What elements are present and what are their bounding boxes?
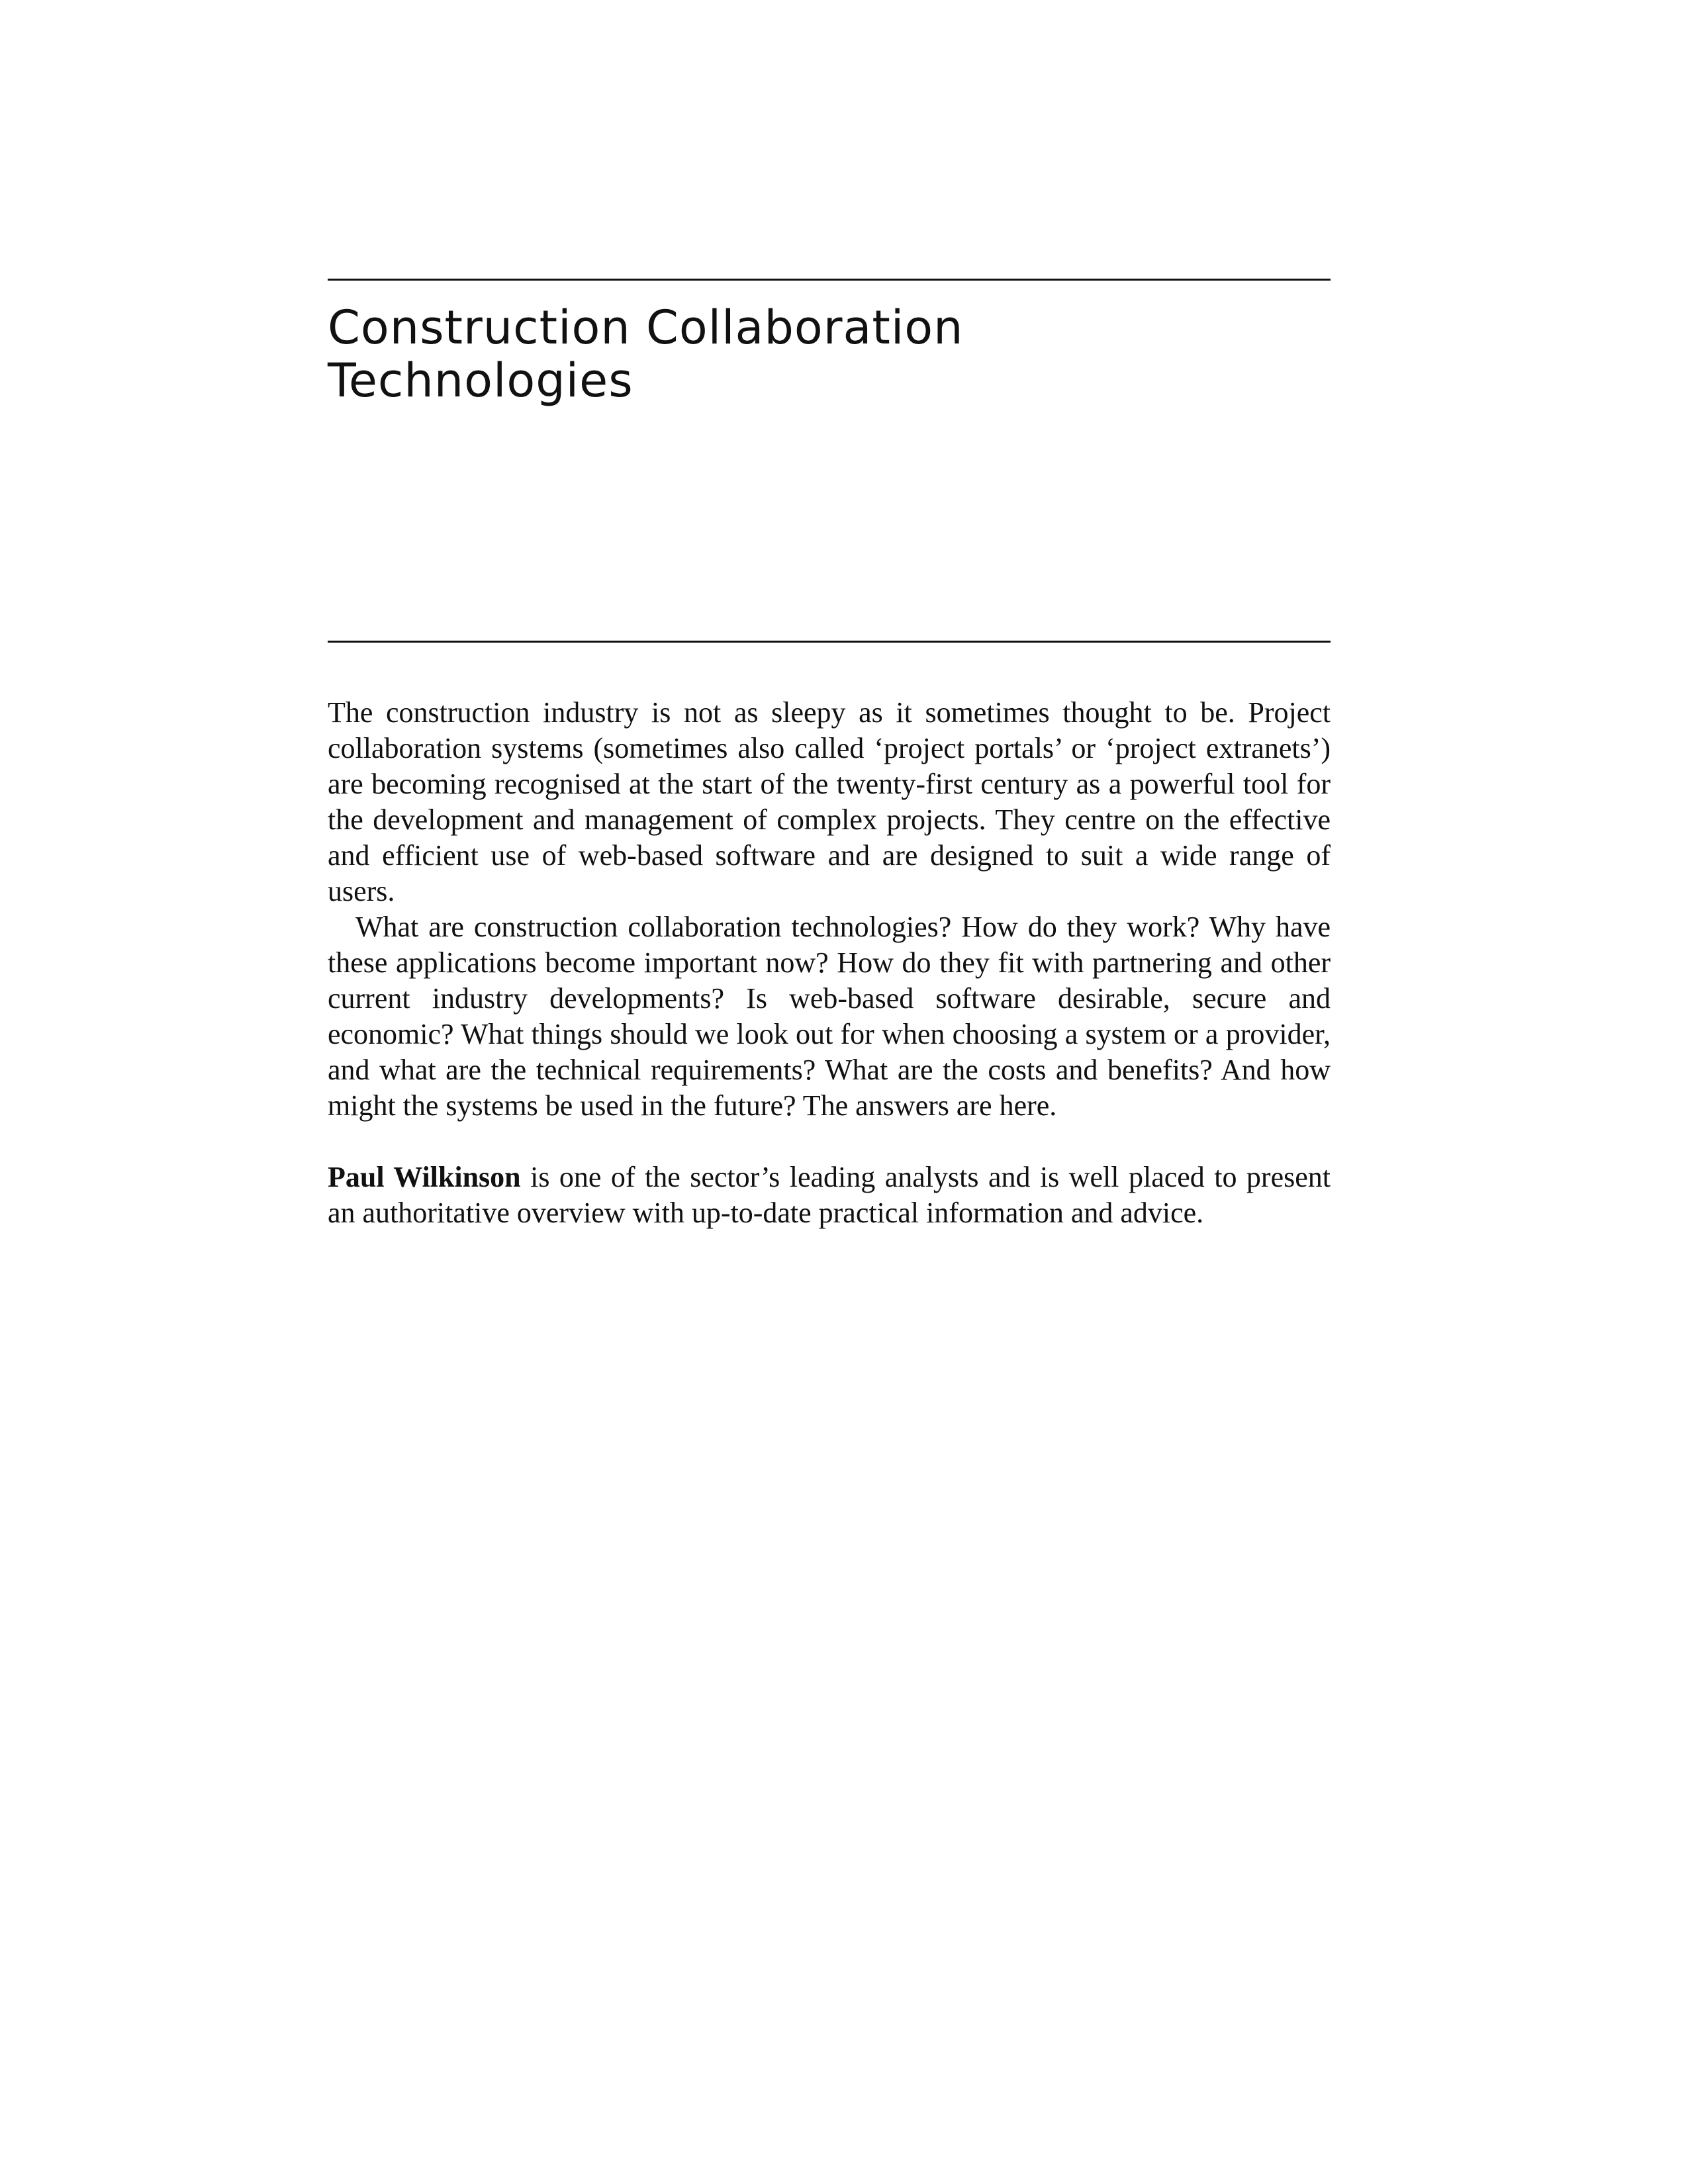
description-text xyxy=(328,695,1331,1231)
paragraph-intro: The construction industry is not as sleepy as it sometimes thought to be. Project collaboration systems (sometimes also called ‘project portals’ or ‘project extranets’) are becoming recognised at the start of the twenty-first century as a powerful tool for the development and management of complex projects. They centre on the effective and efficient use of web-based software and are designed to suit a wide range of users. xyxy=(328,696,1331,907)
top-rule xyxy=(328,279,1331,281)
bottom-rule xyxy=(328,641,1331,643)
author-bio: is one of the sector’s leading analysts and is well placed to present an authoritative overview with up-to-date practical information and advice. xyxy=(328,1161,1331,1229)
author-paragraph xyxy=(328,1160,1331,1231)
author-name: Paul Wilkinson xyxy=(328,1161,521,1193)
page-title xyxy=(328,301,1331,407)
title-line-2: Technologies xyxy=(328,353,633,408)
title-line-1: Construction Collaboration xyxy=(328,300,964,355)
paragraph-questions: What are construction collaboration technologies? How do they work? Why have these applications become important now? How do they fit with partnering and other current industry developments? Is web-based software desirable, secure and economic? What things should we look out for when choosing a system or a provider, and what are the technical requirements? What are the costs and benefits? And how might the systems be used in the future? The answers are here. xyxy=(328,911,1331,1122)
